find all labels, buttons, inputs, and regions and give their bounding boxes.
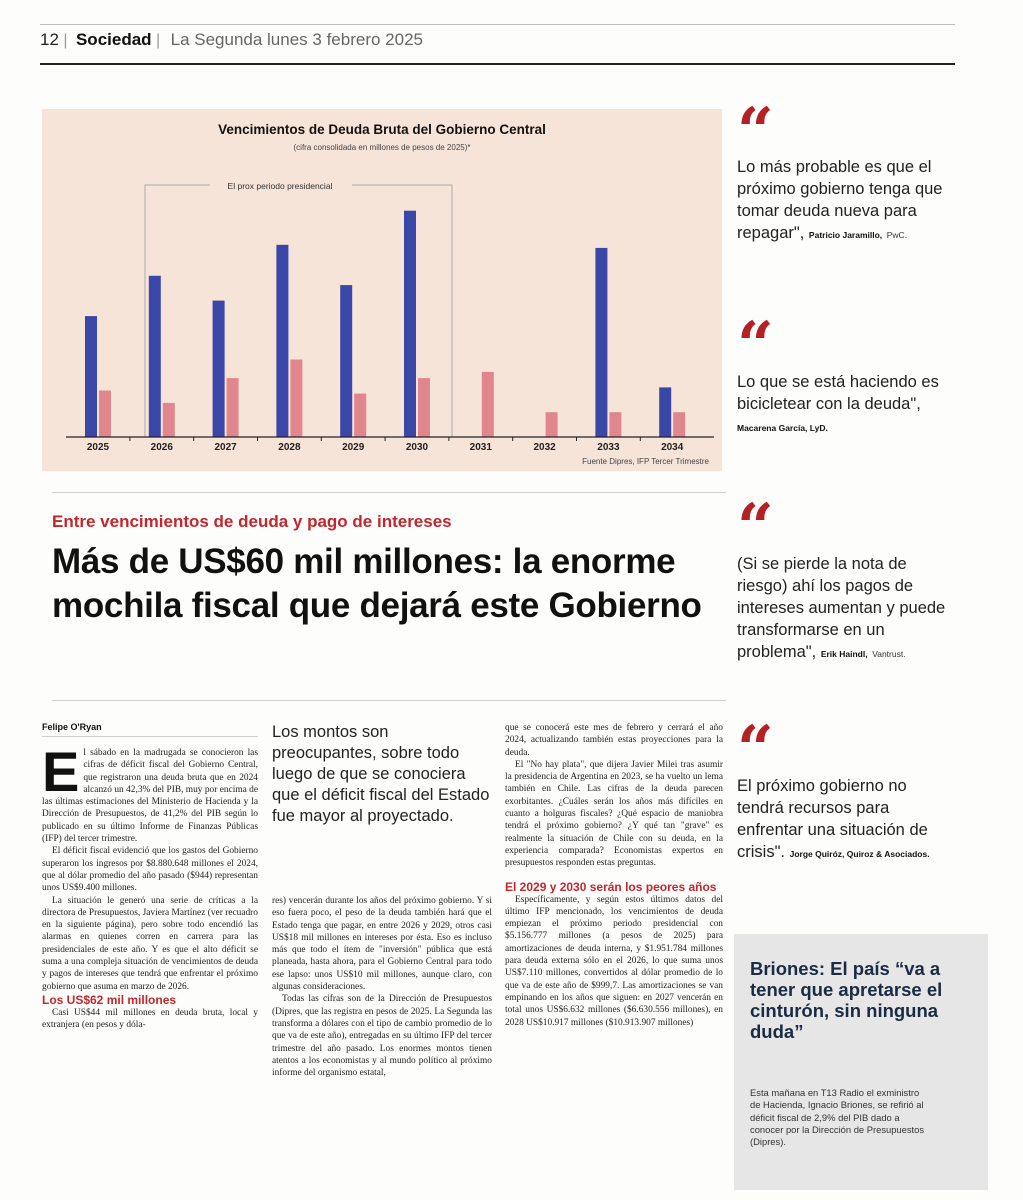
dropcap: E	[42, 740, 80, 803]
x-tick-label: 2031	[469, 442, 492, 453]
byline-rule	[42, 736, 258, 737]
bar-interna-2030	[404, 211, 416, 437]
bar-externa-2033	[609, 412, 621, 437]
chart-title: Vencimientos de Deuda Bruta del Gobierno Central	[218, 122, 546, 137]
page-number: 12	[40, 30, 59, 49]
bar-interna-2033	[595, 248, 607, 437]
x-tick-label: 2034	[661, 442, 684, 453]
headline-bottom-rule	[52, 700, 726, 701]
col2-paragraph-2: Todas las cifras son de la Dirección de Presupuestos (Dipres, que las registra en pesos de 2025. La Segunda las transforma a dólares con el tipo de cambio promedio de lo que va de este año), entregadas en su último IFP del tercer trimestre del año pasado. Los enormes montos tienen atentos a los economistas y al mundo político al próximo informe del organismo estatal,	[272, 994, 492, 1079]
headline-top-rule	[52, 492, 726, 493]
col3-paragraph-3: Específicamente, y según estos últimos datos del último IFP mencionado, los vencimientos de deuda empiezan el próximo periodo presidencial con $5.156.777 millones (a pesos de 2025) para amortizaciones de deuda interna, y $1.951.784 millones para deuda externa sólo en el 2026, lo que suma unos US$7.110 millones, convertidos al dólar promedio de lo que va de este año de $999,7. Las amortizaciones se van empinando en los años que siguen: en 2027 vencerán en total unos US$6.632 millones ($6.630.556 millones), en 2028 US$10.917 millones ($10.913.907 millones)	[505, 894, 723, 1028]
col1-paragraph-1: l sábado en la madrugada se conocieron las cifras de déficit fiscal del Gobierno Central, que registraron una deuda bruta que en 2024 alcanzó un 42,3% del PIB, muy por encima de las últimas estimaciones del Ministerio de Hacienda y la Dirección de Presupuestos, de 41,2% del PIB según lo publicado en su último Informe de Finanzas Públicas (IFP) del tercer trimestre.	[42, 748, 258, 845]
period-annotation: El prox periodo presidencial	[227, 181, 333, 191]
bar-interna-2025	[85, 316, 97, 437]
bar-interna-2029	[340, 285, 352, 437]
kicker: Entre vencimientos de deuda y pago de intereses	[52, 512, 452, 531]
headline: Más de US$60 mil millones: la enorme mochila fiscal que dejará este Gobierno	[52, 542, 702, 625]
quote-1-org: PwC.	[886, 230, 908, 240]
article-column-3	[505, 722, 723, 1029]
top-rule	[40, 24, 955, 25]
col1-subhead: Los US$62 mil millones	[42, 992, 177, 1007]
quote-1-text: Lo más probable es que el próximo gobierno tenga que tomar deuda nueva para repagar",	[737, 158, 943, 242]
chart-bars	[85, 211, 685, 437]
x-tick-label: 2025	[86, 442, 110, 453]
quote-mark-icon: “	[737, 490, 774, 565]
bar-externa-2030	[418, 378, 430, 437]
header-rule	[40, 63, 955, 65]
section-name: Sociedad	[75, 30, 152, 49]
col3-paragraph-1: que se conocerá este mes de febrero y cerrará el año 2024, actualizando también estas proyecciones para la deuda.	[505, 723, 723, 758]
bar-externa-2032	[546, 412, 558, 437]
quote-3-author: Erik Haindl,	[820, 649, 868, 659]
briones-box	[734, 934, 988, 1190]
pull-quote: Los montos son preocupantes, sobre todo luego de que se conociera que el déficit fiscal del Estado fue mayor al proyectado.	[272, 723, 490, 825]
col1-paragraph-4: Casi US$44 mil millones en deuda bruta, local y extranjera (en pesos y dóla-	[42, 1007, 258, 1031]
x-tick-label: 2027	[214, 442, 237, 453]
bar-externa-2025	[99, 391, 111, 438]
briones-body: Esta mañana en T13 Radio el exministro de Hacienda, Ignacio Briones, se refirió al déficit fiscal de 2,9% del PIB dado a conocer por la Dirección de Presupuestos (Dipres).	[750, 1087, 925, 1148]
x-tick-label: 2028	[278, 442, 301, 453]
briones-title: Briones: El país “va a tener que apretarse el cinturón, sin ninguna duda”	[750, 958, 943, 1042]
quote-2-text: Lo que se está haciendo es bicicletear con la deuda",	[737, 373, 939, 413]
quote-2-author: Macarena García, LyD.	[737, 423, 828, 433]
bar-interna-2028	[276, 245, 288, 437]
quote-3	[737, 553, 957, 665]
bar-externa-2029	[354, 394, 366, 437]
bar-interna-2034	[659, 387, 671, 437]
bar-externa-2034	[673, 412, 685, 437]
quote-1	[737, 156, 957, 246]
x-tick-label: 2026	[150, 442, 173, 453]
byline: Felipe O'Ryan	[42, 722, 102, 732]
x-tick-label: 2030	[405, 442, 429, 453]
x-tick-label: 2029	[342, 442, 365, 453]
chart-ticks	[87, 437, 684, 453]
bar-interna-2027	[213, 301, 225, 437]
col3-paragraph-2: El "No hay plata", que dijera Javier Milei tras asumir la presidencia de Argentina en 2023, se ha vuelto un lema también en Chile. Las cifras de la deuda parecen exorbitantes. ¿Cuáles serán los años más difíciles en cuanto a holguras fiscales? ¿Qué espacio de maniobra tendrá el próximo gobierno? ¿Y qué tan "grave" es realmente la situación de Chile con su deuda, en la experiencia comparada? Economistas expertos en presupuestos responden estas preguntas.	[505, 759, 723, 869]
article-column-2	[272, 895, 492, 1079]
quote-1-author: Patricio Jaramillo,	[808, 230, 883, 240]
quote-mark-icon: “	[737, 94, 774, 169]
x-tick-label: 2032	[533, 442, 556, 453]
quote-3-org: Vantrust.	[872, 649, 906, 659]
bar-interna-2026	[149, 276, 161, 437]
bar-externa-2026	[163, 403, 175, 437]
bar-externa-2028	[290, 360, 302, 438]
quote-4	[737, 775, 957, 865]
quote-4-author: Jorge Quiróz, Quiroz & Asociados.	[789, 849, 930, 859]
col2-paragraph-1: res) vencerán durante los años del próximo gobierno. Y si eso fuera poco, el peso de la deuda también hará que el Estado tenga que pagar, en entre 2026 y 2029, otros casi US$18 mil millones en intereses por ésta. Eso es incluso más que todo el ítem de "inversión" pública que está planeada, hasta ahora, para el Gobierno Central para todo ese lapso: unos US$10 mil millones, aunque claro, con algunas consideraciones.	[272, 896, 492, 993]
publication-date: La Segunda lunes 3 febrero 2025	[170, 30, 423, 49]
quote-mark-icon: “	[737, 712, 774, 787]
chart-source: Fuente Dipres, IFP Tercer Trimestre	[582, 457, 709, 466]
col1-paragraph-2: El déficit fiscal evidenció que los gastos del Gobierno superaron los ingresos por $8.880.648 millones el 2024, que al dólar promedio del año pasado ($944) representan unos US$9.400 millones.	[42, 846, 258, 894]
debt-chart	[42, 109, 722, 471]
chart-subtitle: (cifra consolidada en millones de pesos de 2025)*	[293, 143, 471, 152]
col3-subhead: El 2029 y 2030 serán los peores años	[505, 879, 717, 894]
quote-3-text: (Si se pierde la nota de riesgo) ahí los pagos de intereses aumentan y puede transformarse en un problema",	[737, 555, 946, 661]
quote-mark-icon: “	[737, 308, 774, 383]
page-header: 12 | Sociedad | La Segunda lunes 3 febrero 2025	[40, 30, 423, 49]
chart-svg	[42, 109, 722, 471]
col1-paragraph-3: La situación le generó una serie de críticas a la directora de Presupuestos, Javiera Martínez (ver recuadro en la siguiente página), pero sobre todo encendió las alarmas en quienes corren en carrera para las presidenciales de este año. Y es que el alto déficit se suma a una compleja situación de vencimientos de deuda y pagos de intereses que tendrá que enfrentar el próximo gobierno que asuma en marzo de 2026.	[42, 895, 258, 992]
quote-2	[737, 371, 957, 439]
x-tick-label: 2033	[597, 442, 620, 453]
quote-4-text: El próximo gobierno no tendrá recursos para enfrentar una situación de crisis".	[737, 777, 928, 861]
bar-externa-2031	[482, 372, 494, 437]
article-column-1	[42, 740, 258, 1032]
bar-externa-2027	[227, 378, 239, 437]
